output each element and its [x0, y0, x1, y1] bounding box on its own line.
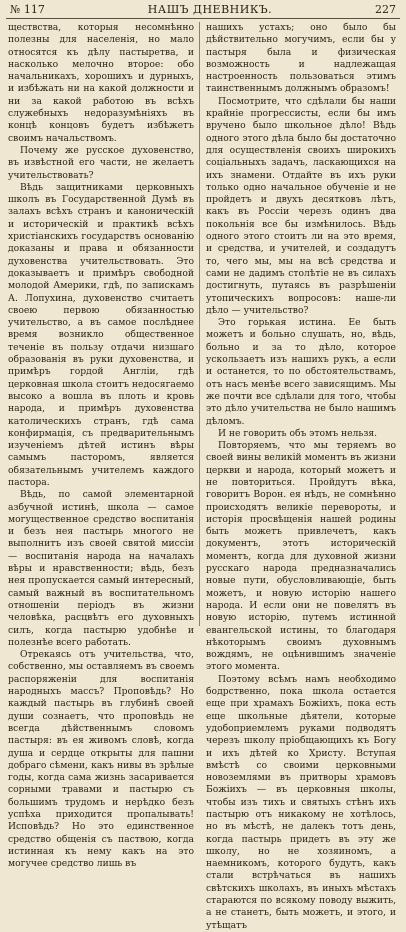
- header-rule: [6, 18, 400, 19]
- journal-title: НАШЪ ДНЕВНИКЪ.: [147, 3, 273, 16]
- page-header: [10, 2, 396, 18]
- paragraph: Вѣдь, по самой элементарной азбучной истинѣ, школа — самое могущественное средство воспитанія и безъ нея пастырь многого не выполнитъ изъ своей святой миссіи — воспитанія народа на началахъ вѣры и нравственности; вѣдь, безъ нея пропускается самый интересный, самый важный въ воспитательномъ отношеніи періодъ въ жизни человѣка, расцвѣтъ его духовныхъ силъ, когда пастырю удобнѣе и полезнѣе всего работать.: [8, 489, 194, 648]
- paragraph: Повторяемъ, что мы теряемъ во своей вины великій моментъ въ жизни церкви и народа, который можетъ и не повториться. Пройдутъ вѣка, говоритъ Ворон. ея нѣдъ, не сомнѣнно происходятъ великіе перевороты, и исторія просвѣщенія нашей родины быть можетъ привлечетъ, какъ документъ, этотъ историческій моментъ, когда для духовной жизни русскаго народа предназначались новые пути, обусловливающіе, быть можетъ, и новую исторію нашего народа. И если они не повелятъ въ новую исторію, путемъ истинной евангельской истины, то благодаря нѣкоторымъ своимъ духовнымъ вождямъ, не оцѣнившимъ значеніе этого момента.: [206, 440, 396, 673]
- paragraph: нашихъ устахъ; оно было бы дѣйствительно могучимъ, если бы у пастыря была и физическая возможность и надлежащая настроенность пользоваться этимъ таинственнымъ должнымъ образомъ!: [206, 22, 396, 95]
- paragraph: Это горькая истина. Ее быть можетъ и больно слушать, но, вѣдь, больно и за то дѣло, которое ускользаетъ изъ нашихъ рукъ, а если и останется, то по обстоятельствамъ, отъ насъ менѣе всего зависящимъ. Мы же почти все сдѣлали для того, чтобы это дѣло учительства не было нашимъ дѣломъ.: [206, 317, 396, 427]
- issue-number: № 117: [10, 3, 45, 16]
- paragraph: Вѣдь защитниками церковныхъ школъ въ Государственной Думѣ въ залахъ всѣхъ странъ и каноническій и историческій и практикѣ всѣхъ христіанскихъ государствъ основанію доказаны и права и обязанности духовенства учительствовать. Это доказываетъ и примѣръ свободной молодой Америки, гдѣ, по запискамъ А. Лопухина, духовенство считаетъ своею первою обязанностью учительство, а въ самое послѣднее время возникло общественное теченіе въ пользу отдачи низшаго образованія въ руки духовенства, и примѣръ гордой Англіи, гдѣ церковная школа стоитъ недосягаемо высоко а вошла въ плоть и кровь народа, и примѣръ духовенства католическихъ странъ, гдѣ сама конфирмація, съ предварительнымъ изученіемъ дѣтей истинъ вѣры самымъ пасторомъ, является обязательнымъ учителемъ каждого пастора.: [8, 181, 194, 488]
- paragraph: Почему же русское духовенство, въ извѣстной его части, не желаетъ учительствовать?: [8, 144, 194, 181]
- paragraph: И не говорить объ этомъ нельзя.: [218, 427, 378, 439]
- left-column: [8, 22, 194, 870]
- page-number: 227: [374, 3, 396, 16]
- paragraph: Отрекаясь отъ учительства, что, собственно, мы оставляемъ въ своемъ распоряженіи для воспитанія народныхъ массъ? Проповѣдь? Но каждый пастырь въ глубинѣ своей души сознаетъ, что проповѣдь не всегда дѣйственнымъ словомъ пастыря: въ ея живомъ словѣ, когда душа и сердце открыты для пашни добраго сѣмени, какъ нивы въ зрѣлые годы, когда сама жизнь засаривается сорными травами и пастырю съ большимъ трудомъ и нерѣдко безъ успѣха приходится пропалывать! Исповѣдь? Но это единственное средство общенія съ паствою, когда истинная къ нему какъ на это могучее средство лишь въ: [8, 649, 194, 870]
- column-divider: [199, 22, 200, 626]
- paragraph: ществства, которыя несомнѣнно полезны для населенія, но мало относятся къ дѣлу пастыретва, и насколько мелочно второе: обо начальникахъ, хорошихъ и дурныхъ, и избѣжать ни на какой должности и ни за какой работою въ всѣхъ служебныхъ недоразумѣніяхъ въ концѣ концовъ будетъ избѣжетъ своимъ начальствомъ.: [8, 22, 194, 144]
- right-column: [206, 22, 396, 931]
- paragraph: Посмотрите, что сдѣлали бы наши крайніе прогрессисты, если бы имъ вручено было школьное дѣло! Вѣдь одного этого дѣла было бы достаточно для осуществленія своихъ широкихъ соціальныхъ задачъ, ласкающихся на ихъ знамени. Отдайте въ ихъ руки только одно начальное обученіе и не пройдетъ и двухъ десятковъ лѣтъ, какъ въ Россіи черезъ одинъ два покольнія все бы измѣнилось. Вѣдь одного этого стоитъ ли на это время, и средства, и учителей, и создадутъ то, чего мы, мы на всѣ средства и сами не дадимъ столѣтіе не въ силахъ достигнуть, путаясь въ разрѣшеніи утопическихъ вопросовъ: наше-ли дѣло — учительство?: [206, 95, 396, 316]
- paragraph: Поэтому всѣмъ намъ необходимо бодрственно, пока школа остается еще при храмахъ Божіихъ, пока есть еще школьные дѣятели, которые удобоприемлемъ руками подводятъ черезъ школу пріобщающихъ къ Богу и ихъ дѣтей ко Христу. Вступая вмѣстѣ со своими церковными новоземлями въ притворы храмовъ Божіихъ — въ церковныя школы, чтобы изъ тихъ и святыхъ стѣнъ ихъ пастырю отъ никакому не хотѣлось, но въ мѣстѣ, не далекъ тотъ день, когда пастырь придетъ въ эту же школу, но не хозяиномъ, а наемникомъ, которого будутъ, какъ стали встрѣчаться въ нашихъ свѣтскихъ школахъ, въ иныхъ мѣстахъ стараются по всякому поводу выжить, а не станетъ, быть можетъ, и этого, и утѣщатъ: [206, 673, 396, 931]
